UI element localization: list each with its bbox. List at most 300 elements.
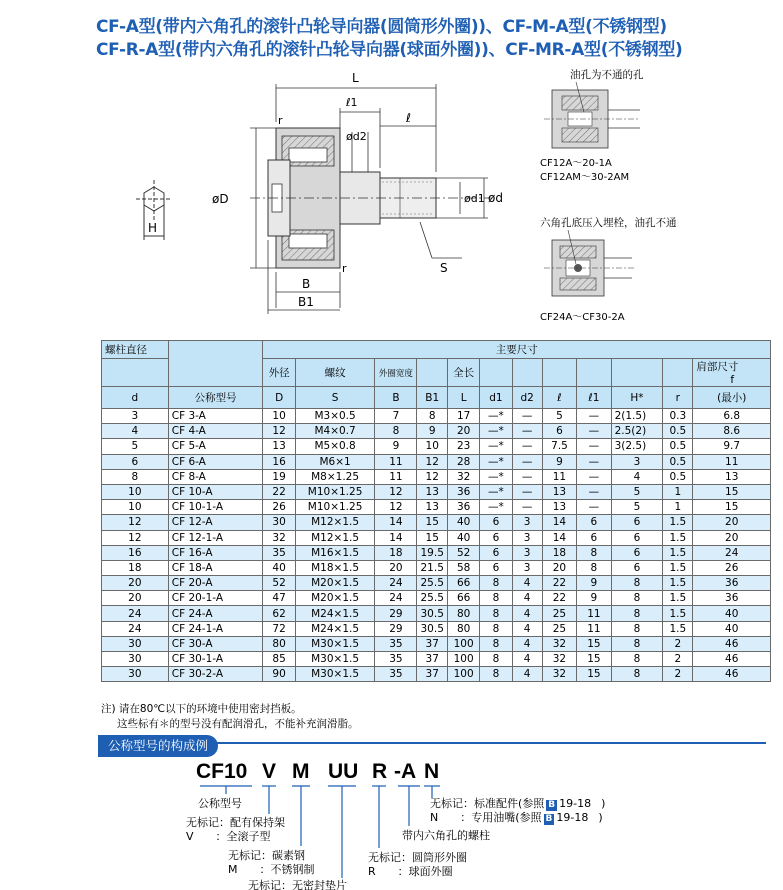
cell-B: 7 [375, 409, 417, 424]
cell-r: 0.5 [663, 439, 693, 454]
cell-d: 12 [102, 515, 169, 530]
dim-L-label: L [352, 71, 359, 85]
cell-H: 4 [611, 469, 663, 484]
cell-l1: 6 [577, 530, 611, 545]
cell-S: M20×1.5 [295, 591, 375, 606]
ref-page-2[interactable]: 19-18 [556, 811, 589, 824]
cell-f: 6.8 [693, 409, 771, 424]
cell-D: 19 [263, 469, 295, 484]
cell-d2: — [512, 439, 542, 454]
header-shoulder [693, 359, 771, 387]
cell-r: 1.5 [663, 560, 693, 575]
cell-r: 1 [663, 484, 693, 499]
cell-d1: 8 [480, 591, 512, 606]
cell-r: 2 [663, 652, 693, 667]
cell-model: CF 24-1-A [168, 621, 263, 636]
cell-d1: —* [480, 454, 512, 469]
cell-L: 66 [447, 591, 479, 606]
cell-l: 22 [542, 591, 576, 606]
cell-S: M30×1.5 [295, 652, 375, 667]
header-model: 公称型号 [168, 387, 263, 409]
cell-d: 10 [102, 484, 169, 499]
cell-model: CF 20-A [168, 576, 263, 591]
cell-d2: — [512, 424, 542, 439]
page-title-line2: CF-R-A型(带内六角孔的滚针凸轮导向器(球面外圈))、CF-MR-A型(不锈钢型) [96, 40, 683, 60]
table-row [102, 667, 771, 682]
cell-d: 18 [102, 560, 169, 575]
cell-B: 24 [375, 576, 417, 591]
cell-l1: — [577, 469, 611, 484]
dim-B1-label: B1 [298, 295, 314, 309]
cell-d: 20 [102, 576, 169, 591]
cell-d: 12 [102, 530, 169, 545]
cell-f: 11 [693, 454, 771, 469]
cell-D: 47 [263, 591, 295, 606]
label-model-name: 公称型号 [198, 797, 242, 810]
cell-model: CF 16-A [168, 545, 263, 560]
table-row [102, 439, 771, 454]
note-line-2: 这些标有＊的型号没有配润滑孔，不能补充润滑脂。 [117, 718, 359, 730]
header-outer-diameter: 外径 [263, 359, 295, 387]
cell-f: 36 [693, 591, 771, 606]
label-r-spherical: R ：球面外圈 [368, 865, 453, 878]
cell-d: 5 [102, 439, 169, 454]
cell-f: 20 [693, 515, 771, 530]
cell-l1: — [577, 439, 611, 454]
cell-d: 10 [102, 500, 169, 515]
cell-d1: 6 [480, 515, 512, 530]
cell-f: 40 [693, 606, 771, 621]
cell-l: 14 [542, 515, 576, 530]
cell-d2: — [512, 409, 542, 424]
cell-D: 13 [263, 439, 295, 454]
spec-table-body [102, 409, 771, 682]
ref-close-2: ) [598, 811, 603, 824]
cell-L: 52 [447, 545, 479, 560]
cell-B: 29 [375, 606, 417, 621]
cell-H: 8 [611, 621, 663, 636]
cell-l1: 9 [577, 591, 611, 606]
cell-d2: — [512, 454, 542, 469]
cell-d: 16 [102, 545, 169, 560]
cell-f: 9.7 [693, 439, 771, 454]
cell-r: 0.5 [663, 454, 693, 469]
dim-d-label: ød [488, 191, 503, 205]
cell-d: 8 [102, 469, 169, 484]
cell-l1: 9 [577, 576, 611, 591]
cell-S: M10×1.25 [295, 500, 375, 515]
cell-l1: 6 [577, 515, 611, 530]
cell-D: 72 [263, 621, 295, 636]
cell-H: 3(2.5) [611, 439, 663, 454]
cell-B1: 15 [417, 530, 448, 545]
note-line-1: 注) 请在80℃以下的环境中使用密封挡板。 [101, 703, 302, 715]
cell-d: 4 [102, 424, 169, 439]
cell-S: M12×1.5 [295, 515, 375, 530]
dim-d2-label: ød2 [346, 130, 367, 143]
cell-model: CF 5-A [168, 439, 263, 454]
cell-B: 12 [375, 500, 417, 515]
cell-S: M4×0.7 [295, 424, 375, 439]
cell-H: 8 [611, 667, 663, 682]
cell-f: 46 [693, 652, 771, 667]
cell-H: 8 [611, 576, 663, 591]
cell-r: 2 [663, 667, 693, 682]
cell-H: 3 [611, 454, 663, 469]
page-title-line1: CF-A型(带内六角孔的滚针凸轮导向器(圆筒形外圈))、CF-M-A型(不锈钢型) [96, 17, 667, 37]
cell-B: 18 [375, 545, 417, 560]
cell-d2: 3 [512, 545, 542, 560]
cell-d1: 6 [480, 560, 512, 575]
table-row [102, 560, 771, 575]
table-row [102, 606, 771, 621]
header-sym-S: S [295, 387, 375, 409]
cell-l: 9 [542, 454, 576, 469]
code-r: R [372, 760, 388, 783]
cell-l1: 15 [577, 667, 611, 682]
cell-D: 35 [263, 545, 295, 560]
code-v: V [262, 760, 277, 783]
cell-model: CF 30-A [168, 636, 263, 651]
cell-r: 1.5 [663, 591, 693, 606]
cell-d2: 4 [512, 576, 542, 591]
cell-B1: 37 [417, 636, 448, 651]
cell-d: 30 [102, 667, 169, 682]
cell-L: 100 [447, 636, 479, 651]
cell-B1: 37 [417, 667, 448, 682]
cell-S: M10×1.25 [295, 484, 375, 499]
table-row [102, 576, 771, 591]
cell-l1: 11 [577, 621, 611, 636]
cell-d: 6 [102, 454, 169, 469]
cell-H: 5 [611, 484, 663, 499]
cell-H: 2.5(2) [611, 424, 663, 439]
cell-d1: 8 [480, 621, 512, 636]
code-m: M [292, 760, 310, 783]
header-d1-blank [480, 359, 512, 387]
table-row [102, 591, 771, 606]
cell-f: 24 [693, 545, 771, 560]
cell-l: 11 [542, 469, 576, 484]
header-l-blank [542, 359, 576, 387]
header-total-length: 全长 [447, 359, 479, 387]
cell-model: CF 20-1-A [168, 591, 263, 606]
label-v-full: V ：全滚子型 [186, 830, 271, 843]
cell-d2: 3 [512, 515, 542, 530]
cell-B1: 8 [417, 409, 448, 424]
cell-l: 7.5 [542, 439, 576, 454]
cell-d: 30 [102, 636, 169, 651]
cell-model: CF 10-1-A [168, 500, 263, 515]
cell-f: 36 [693, 576, 771, 591]
spec-table [101, 340, 771, 682]
cell-d1: —* [480, 409, 512, 424]
cell-model: CF 30-2-A [168, 667, 263, 682]
cell-L: 40 [447, 530, 479, 545]
header-sym-d1: d1 [480, 387, 512, 409]
cell-B1: 10 [417, 439, 448, 454]
cell-D: 32 [263, 530, 295, 545]
cell-D: 12 [263, 424, 295, 439]
table-row [102, 484, 771, 499]
cell-d: 24 [102, 606, 169, 621]
cell-r: 1.5 [663, 515, 693, 530]
cell-B: 29 [375, 621, 417, 636]
cell-d2: 4 [512, 636, 542, 651]
cell-f: 13 [693, 469, 771, 484]
cell-S: M24×1.5 [295, 621, 375, 636]
cell-f: 40 [693, 621, 771, 636]
cell-L: 100 [447, 667, 479, 682]
header-shoulder-symbol: f [730, 374, 735, 386]
cell-B1: 25.5 [417, 576, 448, 591]
cell-d1: —* [480, 439, 512, 454]
cell-H: 6 [611, 545, 663, 560]
detail-1-models-a: CF12A～20-1A [540, 158, 612, 169]
table-row [102, 621, 771, 636]
table-row [102, 652, 771, 667]
header-sym-H: H* [611, 387, 663, 409]
detail-2-models: CF24A～CF30-2A [540, 312, 625, 323]
cell-r: 1.5 [663, 606, 693, 621]
cell-S: M16×1.5 [295, 545, 375, 560]
cell-d1: —* [480, 500, 512, 515]
cell-H: 8 [611, 636, 663, 651]
cell-B: 11 [375, 469, 417, 484]
cell-d2: — [512, 469, 542, 484]
code-cf10: CF10 [196, 760, 248, 783]
dim-D-label: øD [212, 192, 229, 206]
table-row [102, 500, 771, 515]
ref-badge-b-icon: B [545, 814, 553, 824]
cell-l: 32 [542, 652, 576, 667]
cell-S: M30×1.5 [295, 667, 375, 682]
cell-d1: —* [480, 484, 512, 499]
cell-d1: —* [480, 469, 512, 484]
cell-B1: 21.5 [417, 560, 448, 575]
cell-H: 8 [611, 591, 663, 606]
cell-l: 13 [542, 484, 576, 499]
cell-B: 35 [375, 667, 417, 682]
cell-l1: — [577, 500, 611, 515]
header-d2-blank [512, 359, 542, 387]
cell-S: M8×1.25 [295, 469, 375, 484]
cell-D: 80 [263, 636, 295, 651]
cell-d1: 8 [480, 667, 512, 682]
cell-l1: — [577, 454, 611, 469]
technical-drawing [0, 60, 783, 330]
cell-B1: 37 [417, 652, 448, 667]
cell-r: 0.3 [663, 409, 693, 424]
cell-S: M6×1 [295, 454, 375, 469]
cell-H: 6 [611, 560, 663, 575]
cell-l1: — [577, 409, 611, 424]
cell-d1: 8 [480, 576, 512, 591]
cell-H: 8 [611, 652, 663, 667]
table-row [102, 469, 771, 484]
cell-S: M30×1.5 [295, 636, 375, 651]
cell-D: 16 [263, 454, 295, 469]
cell-model: CF 3-A [168, 409, 263, 424]
cell-model: CF 8-A [168, 469, 263, 484]
cell-L: 100 [447, 652, 479, 667]
cell-d1: 8 [480, 606, 512, 621]
ref-close-1: ) [601, 797, 606, 810]
detail-note-1: 油孔为不通的孔 [570, 69, 644, 81]
cell-d1: 6 [480, 530, 512, 545]
cell-S: M24×1.5 [295, 606, 375, 621]
cell-B: 20 [375, 560, 417, 575]
ref-badge-b-icon: B [548, 800, 556, 810]
cell-D: 52 [263, 576, 295, 591]
label-a-hex-stud: 带内六角孔的螺柱 [402, 829, 490, 842]
cell-L: 40 [447, 515, 479, 530]
cell-S: M12×1.5 [295, 530, 375, 545]
cell-H: 6 [611, 530, 663, 545]
header-sym-r: r [663, 387, 693, 409]
cell-L: 36 [447, 500, 479, 515]
cell-B: 12 [375, 484, 417, 499]
cell-L: 58 [447, 560, 479, 575]
cell-L: 20 [447, 424, 479, 439]
cell-B1: 12 [417, 454, 448, 469]
cell-B1: 30.5 [417, 606, 448, 621]
cell-model: CF 10-A [168, 484, 263, 499]
cell-r: 1 [663, 500, 693, 515]
cell-D: 10 [263, 409, 295, 424]
header-shoulder-label: 肩部尺寸 [696, 361, 739, 373]
detail-view-oil-hole [544, 82, 640, 148]
cell-B: 9 [375, 439, 417, 454]
bearing-body [250, 128, 492, 268]
label-m-stainless: M ：不锈钢制 [228, 863, 315, 876]
cell-l: 32 [542, 667, 576, 682]
cell-f: 46 [693, 636, 771, 651]
cell-d2: 4 [512, 591, 542, 606]
cell-D: 26 [263, 500, 295, 515]
dim-d1-label: ød1 [464, 192, 485, 205]
cell-B1: 30.5 [417, 621, 448, 636]
cell-l: 13 [542, 500, 576, 515]
cell-H: 6 [611, 515, 663, 530]
cell-d2: 3 [512, 530, 542, 545]
cell-r: 1.5 [663, 545, 693, 560]
cell-L: 80 [447, 621, 479, 636]
label-n-nipple-text: N ：专用油嘴(参照 [430, 811, 542, 824]
header-thread: 螺纹 [295, 359, 375, 387]
cell-B: 8 [375, 424, 417, 439]
cell-l1: 8 [577, 545, 611, 560]
header-ring-width-blank [417, 359, 448, 387]
cell-model: CF 6-A [168, 454, 263, 469]
cell-d: 24 [102, 621, 169, 636]
header-blank [102, 359, 169, 387]
cell-H: 5 [611, 500, 663, 515]
cell-D: 85 [263, 652, 295, 667]
cell-H: 8 [611, 606, 663, 621]
cell-d: 20 [102, 591, 169, 606]
cell-d2: — [512, 500, 542, 515]
cell-D: 40 [263, 560, 295, 575]
cell-f: 8.6 [693, 424, 771, 439]
cell-S: M3×0.5 [295, 409, 375, 424]
cell-model: CF 12-A [168, 515, 263, 530]
cell-f: 20 [693, 530, 771, 545]
header-sym-L: L [447, 387, 479, 409]
cell-l: 20 [542, 560, 576, 575]
cell-l1: 11 [577, 606, 611, 621]
code-uu: UU [328, 760, 359, 783]
cell-f: 46 [693, 667, 771, 682]
cell-d1: 8 [480, 636, 512, 651]
header-r-blank [663, 359, 693, 387]
cell-d: 3 [102, 409, 169, 424]
cell-d2: 4 [512, 652, 542, 667]
label-m-none: 无标记：碳素钢 [228, 849, 305, 862]
header-main-dimensions: 主要尺寸 [263, 341, 771, 359]
cell-l1: 8 [577, 560, 611, 575]
cell-l: 5 [542, 409, 576, 424]
cell-D: 22 [263, 484, 295, 499]
cell-model: CF 4-A [168, 424, 263, 439]
cell-l1: — [577, 424, 611, 439]
cell-r: 1.5 [663, 530, 693, 545]
cell-B: 35 [375, 652, 417, 667]
cell-B1: 12 [417, 469, 448, 484]
cell-L: 80 [447, 606, 479, 621]
header-sym-B: B [375, 387, 417, 409]
cell-l: 6 [542, 424, 576, 439]
dim-l1-label: ℓ1 [346, 96, 358, 109]
cell-L: 17 [447, 409, 479, 424]
cell-d1: —* [480, 424, 512, 439]
cell-l1: — [577, 484, 611, 499]
cell-d1: 6 [480, 545, 512, 560]
cell-H: 2(1.5) [611, 409, 663, 424]
ref-page-1[interactable]: 19-18 [559, 797, 592, 810]
cell-B: 11 [375, 454, 417, 469]
table-row [102, 409, 771, 424]
cell-l: 25 [542, 606, 576, 621]
cell-B: 14 [375, 515, 417, 530]
dim-S-label: S [440, 261, 448, 275]
code-n: N [424, 760, 440, 783]
label-n-standard [430, 797, 605, 811]
cell-l: 32 [542, 636, 576, 651]
cell-model: CF 30-1-A [168, 652, 263, 667]
header-shoulder-min: (最小) [693, 387, 771, 409]
header-h-blank [611, 359, 663, 387]
table-row [102, 454, 771, 469]
table-row [102, 424, 771, 439]
section-title-composition: 公称型号的构成例 [98, 735, 218, 757]
header-sym-B1: B1 [417, 387, 448, 409]
cell-l: 18 [542, 545, 576, 560]
table-row [102, 636, 771, 651]
detail-view-hex-plug [544, 230, 636, 296]
label-r-none: 无标记：圆筒形外圈 [368, 851, 467, 864]
cell-L: 23 [447, 439, 479, 454]
header-sym-l: ℓ [542, 387, 576, 409]
cell-B1: 13 [417, 500, 448, 515]
cell-B1: 25.5 [417, 591, 448, 606]
cell-L: 32 [447, 469, 479, 484]
detail-note-2: 六角孔底压入埋栓，油孔不通 [540, 217, 677, 229]
cell-B: 14 [375, 530, 417, 545]
cell-B1: 13 [417, 484, 448, 499]
cell-B1: 19.5 [417, 545, 448, 560]
cell-D: 62 [263, 606, 295, 621]
